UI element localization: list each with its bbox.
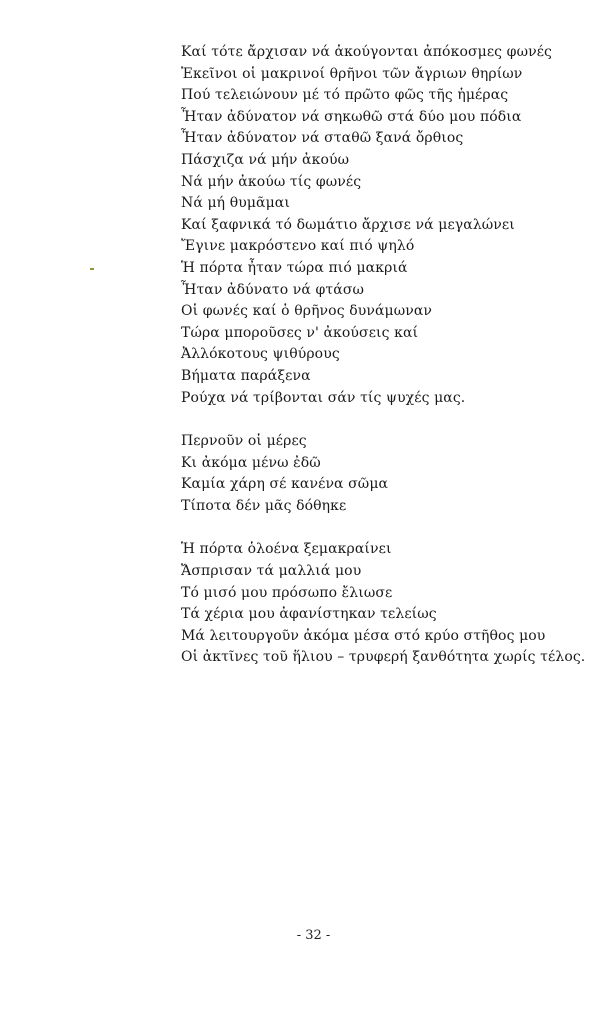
poem-line: Οἱ φωνές καί ὁ θρῆνος δυνάμωναν [181, 303, 432, 320]
poem-line: Ἐκεῖνοι οἱ μακρινοί θρῆνοι τῶν ἄγριων θηρίων [181, 65, 523, 82]
page-number: - 32 - [296, 928, 331, 943]
stray-ink-mark [90, 268, 94, 270]
stanza [181, 431, 561, 517]
poem-line: Περνοῦν οἱ μέρες [181, 433, 307, 450]
poem-line: Τίποτα δέν μᾶς δόθηκε [181, 497, 347, 514]
stanza [181, 42, 561, 409]
poem-line: Καί τότε ἄρχισαν νά ἀκούγονται ἀπόκοσμες φωνές [181, 44, 552, 60]
poem-line: Τά χέρια μου ἀφανίστηκαν τελείως [181, 606, 437, 623]
poem-line: Ἦταν ἀδύνατο νά φτάσω [181, 281, 364, 298]
poem-line: Νά μήν ἀκούω τίς φωνές [181, 173, 362, 190]
poem-line: Ἀλλόκοτους ψιθύρους [181, 346, 340, 363]
poem-line: Νά μή θυμᾶμαι [181, 195, 290, 212]
poem-line: Μά λειτουργοῦν ἀκόμα μέσα στό κρύο στῆθος μου [181, 627, 546, 644]
poem-line: Βήματα παράξενα [181, 367, 311, 384]
poem-line: Οἱ ἀκτῖνες τοῦ ἥλιου – τρυφερή ξανθότητα χωρίς τέλος. [181, 649, 586, 666]
poem-line: Πάσχιζα νά μήν ἀκούω [181, 151, 350, 168]
poem-line: Ἡ πόρτα ὁλοένα ξεμακραίνει [181, 541, 392, 558]
poem-line: Ρούχα νά τρίβονται σάν τίς ψυχές μας. [181, 389, 466, 406]
poem-line: Καμία χάρη σέ κανένα σῶμα [181, 476, 389, 493]
poem-line: Κι ἀκόμα μένω ἐδῶ [181, 454, 321, 471]
poem-line: Ἦταν ἀδύνατον νά σταθῶ ξανά ὄρθιος [181, 130, 464, 147]
poem-line: Τό μισό μου πρόσωπο ἔλιωσε [181, 584, 393, 601]
poem-line: Ἄσπρισαν τά μαλλιά μου [181, 563, 362, 580]
poem-line: Πού τελειώνουν μέ τό πρῶτο φῶς τῆς ἡμέρας [181, 87, 509, 104]
poem-line: Καί ξαφνικά τό δωμάτιο ἄρχισε νά μεγαλώνει [181, 216, 515, 233]
stanza [181, 539, 586, 669]
poem-body [181, 42, 586, 691]
poem-line: Τώρα μποροῦσες ν' ἀκούσεις καί [181, 324, 419, 341]
poem-line: Ἡ πόρτα ἦταν τώρα πιό μακριά [181, 259, 408, 276]
poem-line: Ἦταν ἀδύνατον νά σηκωθῶ στά δύο μου πόδια [181, 108, 522, 125]
poem-line: Ἔγινε μακρόστενο καί πιό ψηλό [181, 238, 415, 255]
